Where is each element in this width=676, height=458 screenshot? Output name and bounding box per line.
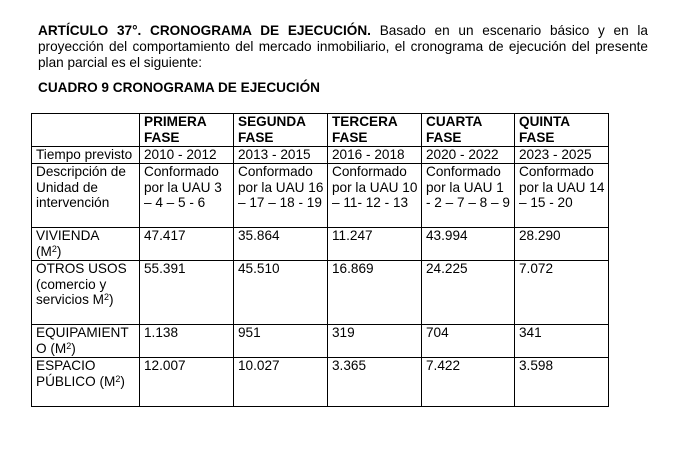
table-cell: 10.027 bbox=[234, 357, 328, 406]
table-cell: 704 bbox=[422, 324, 515, 357]
article-heading: ARTÍCULO 37°. CRONOGRAMA DE EJECUCIÓN. bbox=[38, 22, 371, 38]
table-caption: CUADRO 9 CRONOGRAMA DE EJECUCIÓN bbox=[38, 80, 320, 95]
table-cell: 11.247 bbox=[328, 227, 422, 260]
intro-paragraph bbox=[38, 23, 648, 72]
row-label-espacio-publico bbox=[32, 357, 140, 406]
unit-superscript: 2 bbox=[66, 340, 72, 351]
table-cell: 55.391 bbox=[140, 260, 234, 324]
table-cell: 47.417 bbox=[140, 227, 234, 260]
row-label-unit-close: ) bbox=[56, 243, 62, 259]
row-label-otros-usos bbox=[32, 260, 140, 324]
table-row bbox=[32, 227, 609, 260]
table-row bbox=[32, 357, 609, 406]
unit-superscript: 2 bbox=[103, 292, 109, 303]
row-label-unit: (M bbox=[36, 243, 52, 259]
table-cell: 951 bbox=[234, 324, 328, 357]
header-cell-segunda-fase: SEGUNDA FASE bbox=[234, 114, 328, 147]
row-label-vivienda bbox=[32, 227, 140, 260]
row-label-text: OTROS USOS (comercio y servicios M bbox=[36, 260, 127, 308]
table-cell: 3.365 bbox=[328, 357, 422, 406]
table-cell: 7.422 bbox=[422, 357, 515, 406]
table-header-row bbox=[32, 114, 609, 147]
table-cell: Conformado por la UAU 14 – 15 - 20 bbox=[515, 163, 609, 227]
table-cell: Conformado por la UAU 3 – 4 – 5 - 6 bbox=[140, 163, 234, 227]
table-cell: Conformado por la UAU 16 – 17 – 18 - 19 bbox=[234, 163, 328, 227]
table-row bbox=[32, 260, 609, 324]
table-cell: 2023 - 2025 bbox=[515, 147, 609, 164]
table-cell: 319 bbox=[328, 324, 422, 357]
row-label-text: VIVIENDA bbox=[36, 227, 100, 243]
table-cell: 2020 - 2022 bbox=[422, 147, 515, 164]
table-cell: 7.072 bbox=[515, 260, 609, 324]
table-cell: 341 bbox=[515, 324, 609, 357]
table-cell: 28.290 bbox=[515, 227, 609, 260]
table-cell: 2013 - 2015 bbox=[234, 147, 328, 164]
table-cell: 1.138 bbox=[140, 324, 234, 357]
table-cell: 16.869 bbox=[328, 260, 422, 324]
row-label-unit-close: ) bbox=[71, 340, 76, 356]
header-cell-empty bbox=[32, 114, 140, 147]
table-cell: Conformado por la UAU 10 – 11- 12 - 13 bbox=[328, 163, 422, 227]
table-row bbox=[32, 163, 609, 227]
row-label-text: ESPACIO PÚBLICO (M bbox=[36, 357, 116, 389]
table-row bbox=[32, 324, 609, 357]
table-cell: 35.864 bbox=[234, 227, 328, 260]
header-cell-tercera-fase: TERCERA FASE bbox=[328, 114, 422, 147]
unit-superscript: 2 bbox=[115, 373, 121, 384]
row-label-text: EQUIPAMIENTO (M bbox=[36, 324, 129, 356]
schedule-table bbox=[31, 113, 609, 407]
header-cell-cuarta-fase: CUARTA FASE bbox=[422, 114, 515, 147]
table-cell: 43.994 bbox=[422, 227, 515, 260]
table-cell: 45.510 bbox=[234, 260, 328, 324]
table-cell: 2010 - 2012 bbox=[140, 147, 234, 164]
header-cell-primera-fase: PRIMERA FASE bbox=[140, 114, 234, 147]
table-cell: 24.225 bbox=[422, 260, 515, 324]
row-label-tiempo-previsto: Tiempo previsto bbox=[32, 147, 140, 164]
table-cell: Conformado por la UAU 1 - 2 – 7 – 8 – 9 bbox=[422, 163, 515, 227]
table-cell: 12.007 bbox=[140, 357, 234, 406]
row-label-equipamiento bbox=[32, 324, 140, 357]
table-cell: 2016 - 2018 bbox=[328, 147, 422, 164]
table-row bbox=[32, 147, 609, 164]
unit-superscript: 2 bbox=[51, 243, 57, 254]
intro-text: Basado en un escenario básico y en la proyección del comportamiento del mercado inmobiliario, el cronograma de ejecución del presente plan parcial es el siguiente: bbox=[38, 22, 648, 71]
row-label-descripcion: Descripción de Unidad de intervención bbox=[32, 163, 140, 227]
row-label-unit-close: ) bbox=[109, 292, 114, 308]
row-label-unit-close: ) bbox=[120, 373, 125, 389]
table-cell: 3.598 bbox=[515, 357, 609, 406]
header-cell-quinta-fase: QUINTA FASE bbox=[515, 114, 609, 147]
